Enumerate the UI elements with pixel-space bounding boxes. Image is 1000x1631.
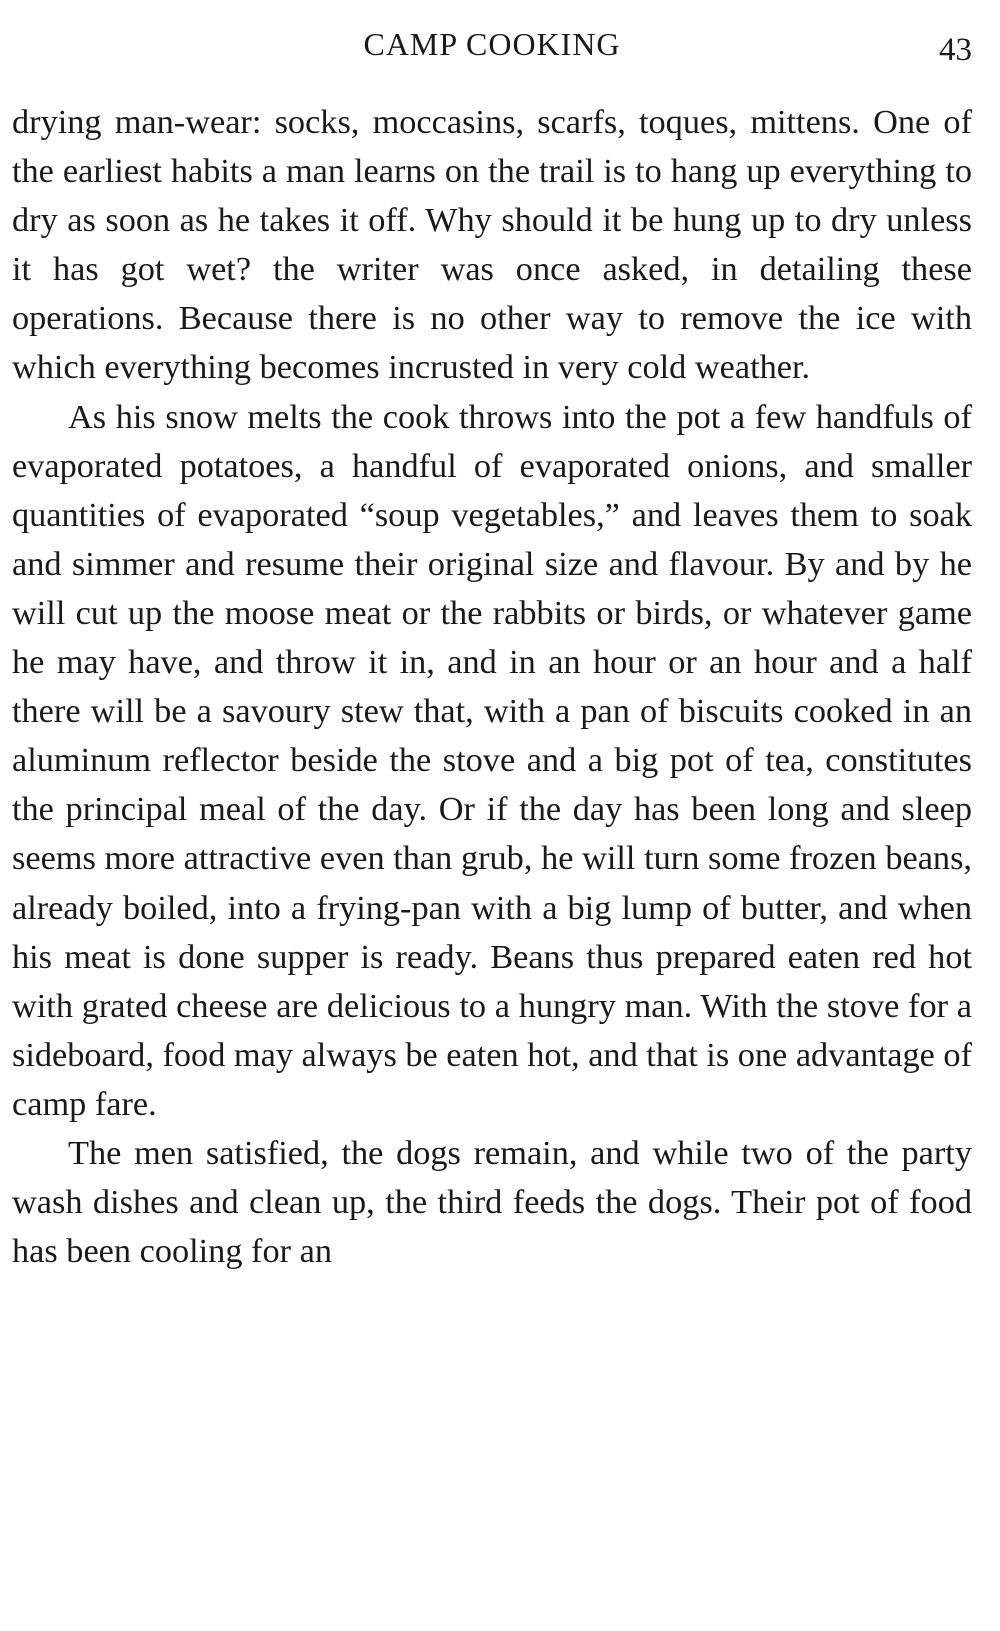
- body-text: [12, 98, 972, 1276]
- paragraph-3: The men satisfied, the dogs remain, and while two of the party wash dishes and clean up, the third feeds the dogs. Their pot of food has been cooling for an: [12, 1133, 972, 1271]
- running-head: CAMP COOKING: [363, 26, 621, 62]
- page-number: 43: [939, 32, 972, 68]
- paragraph-1: drying man-wear: socks, moccasins, scarfs, toques, mittens. One of the earliest habits a man learns on the trail is to hang up everything to dry as soon as he takes it off. Why should it be hung up to dry unless it has got wet? the writer was once asked, in detailing these operations. Because there is no other way to remove the ice with which everything becomes incrusted in very cold weather.: [12, 103, 972, 387]
- paragraph-2: As his snow melts the cook throws into the pot a few handfuls of evaporated potatoes, a handful of evaporated onions, and smaller quantities of evaporated “soup vegetables,” and leaves them to soak and simmer and resume their original size and flavour. By and by he will cut up the moose meat or the rabbits or birds, or whatever game he may have, and throw it in, and in an hour or an hour and a half there will be a savoury stew that, with a pan of biscuits cooked in an aluminum reflector beside the stove and a big pot of tea, constitutes the principal meal of the day. Or if the day has been long and sleep seems more attractive even than grub, he will turn some frozen beans, already boiled, into a frying-pan with a big lump of butter, and when his meat is done supper is ready. Beans thus prepared eaten red hot with grated cheese are delicious to a hungry man. With the stove for a sideboard, food may always be eaten hot, and that is one advantage of camp fare.: [12, 397, 972, 1123]
- page-header: [12, 24, 972, 72]
